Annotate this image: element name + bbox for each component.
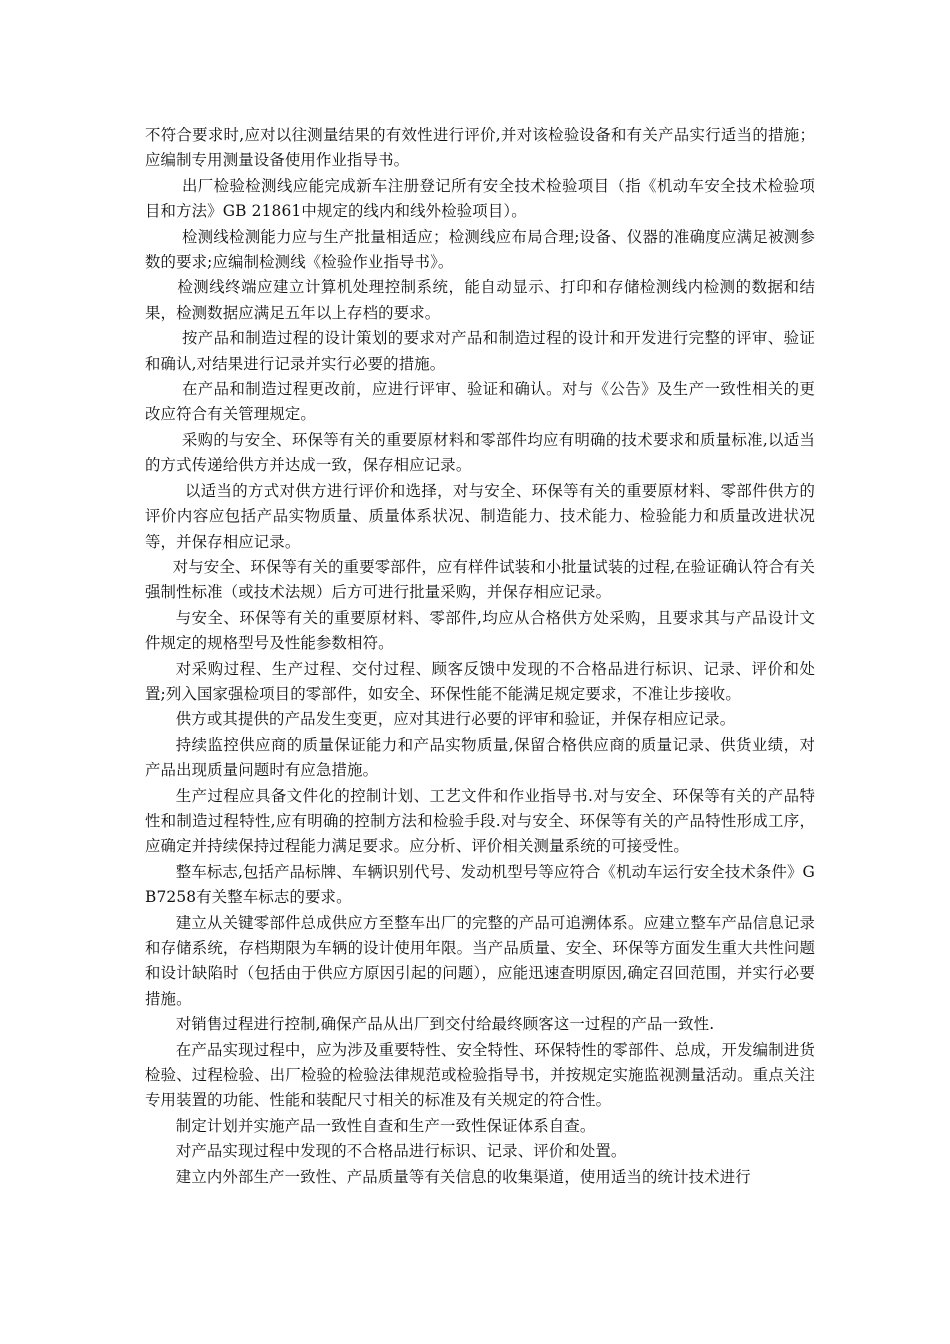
paragraph: 与安全、环保等有关的重要原材料、零部件,均应从合格供方处采购，且要求其与产品设计文件规定的规格型号及性能参数相符。 — [145, 608, 815, 653]
paragraph: 采购的与安全、环保等有关的重要原材料和零部件均应有明确的技术要求和质量标准,以适当的方式传递给供方并达成一致，保存相应记录。 — [145, 430, 815, 475]
paragraph: 检测线终端应建立计算机处理控制系统，能自动显示、打印和存储检测线内检测的数据和结果，检测数据应满足五年以上存档的要求。 — [145, 278, 815, 322]
paragraph: 不符合要求时,应对以往测量结果的有效性进行评价,并对该检验设备和有关产品实行适当的措施；应编制专用测量设备使用作业指导书。 — [145, 126, 815, 170]
paragraph: 对采购过程、生产过程、交付过程、顾客反馈中发现的不合格品进行标识、记录、评价和处置;列入国家强检项目的零部件，如安全、环保性能不能满足规定要求，不准让步接收。 — [145, 659, 815, 703]
paragraph: 出厂检验检测线应能完成新车注册登记所有安全技术检验项目（指《机动车安全技术检验项目和方法》GB 21861中规定的线内和线外检验项目）。 — [145, 176, 815, 221]
paragraph: 在产品和制造过程更改前，应进行评审、验证和确认。对与《公告》及生产一致性相关的更改应符合有关管理规定。 — [145, 380, 815, 424]
paragraph: 持续监控供应商的质量保证能力和产品实物质量,保留合格供应商的质量记录、供货业绩，对产品出现质量问题时有应急措施。 — [145, 735, 815, 780]
paragraph: 对产品实现过程中发现的不合格品进行标识、记录、评价和处置。 — [175, 1142, 627, 1161]
paragraph: 建立内外部生产一致性、产品质量等有关信息的收集渠道，使用适当的统计技术进行 — [175, 1167, 751, 1186]
paragraph: 制定计划并实施产品一致性自查和生产一致性保证体系自查。 — [175, 1116, 596, 1135]
paragraph: 整车标志,包括产品标牌、车辆识别代号、发动机型号等应符合《机动车运行安全技术条件》GB7258有关整车标志的要求。 — [145, 862, 815, 907]
paragraph: 对与安全、环保等有关的重要零部件，应有样件试装和小批量试装的过程,在验证确认符合有关强制性标准（或技术法规）后方可进行批量采购，并保存相应记录。 — [145, 557, 815, 602]
paragraph: 以适当的方式对供方进行评价和选择，对与安全、环保等有关的重要原材料、零部件供方的评价内容应包括产品实物质量、质量体系状况、制造能力、技术能力、检验能力和质量改进状况等，并保存相应记录。 — [145, 481, 815, 551]
paragraph: 在产品实现过程中，应为涉及重要特性、安全特性、环保特性的零部件、总成，开发编制进货检验、过程检验、出厂检验的检验法律规范或检验指导书，并按规定实施监视测量活动。重点关注专用装置的功能、性能和装配尺寸相关的标准及有关规定的符合性。 — [145, 1040, 815, 1110]
paragraph: 按产品和制造过程的设计策划的要求对产品和制造过程的设计和开发进行完整的评审、验证和确认,对结果进行记录并实行必要的措施。 — [145, 329, 815, 373]
paragraph: 供方或其提供的产品发生变更，应对其进行必要的评审和验证，并保存相应记录。 — [175, 710, 736, 729]
document-body — [145, 123, 815, 1190]
paragraph: 检测线检测能力应与生产批量相适应；检测线应布局合理;设备、仪器的准确度应满足被测参数的要求;应编制检测线《检验作业指导书》。 — [145, 227, 815, 272]
paragraph: 对销售过程进行控制,确保产品从出厂到交付给最终顾客这一过程的产品一致性. — [175, 1015, 715, 1034]
paragraph: 生产过程应具备文件化的控制计划、工艺文件和作业指导书.对与安全、环保等有关的产品特性和制造过程特性,应有明确的控制方法和检验手段.对与安全、环保等有关的产品特性形成工序，应确定并持续保持过程能力满足要求。应分析、评价相关测量系统的可接受性。 — [145, 786, 815, 856]
paragraph: 建立从关键零部件总成供应方至整车出厂的完整的产品可追溯体系。应建立整车产品信息记录和存储系统，存档期限为车辆的设计使用年限。当产品质量、安全、环保等方面发生重大共性问题和设计缺陷时（包括由于供应方原因引起的问题），应能迅速查明原因,确定召回范围，并实行必要措施。 — [145, 913, 815, 1008]
